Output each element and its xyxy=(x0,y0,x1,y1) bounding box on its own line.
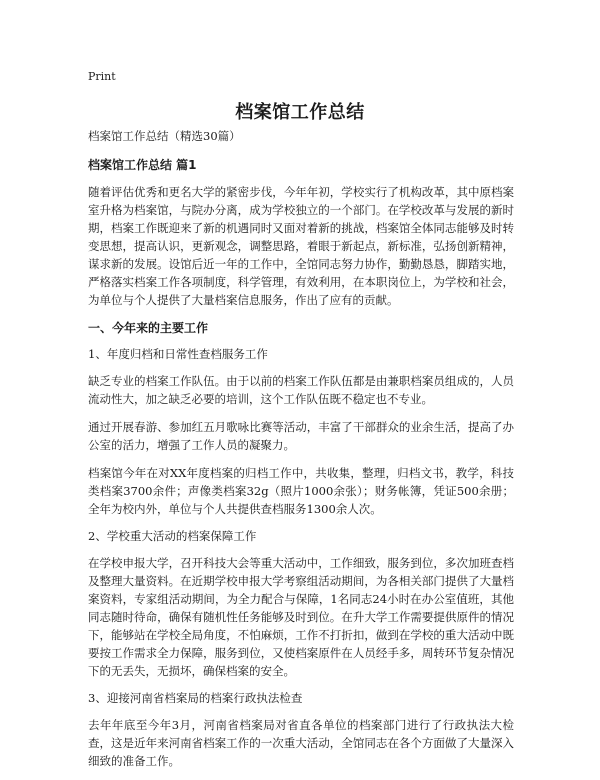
main-work-heading: 一、今年来的主要工作 xyxy=(88,321,209,335)
item3-heading: 3、迎接河南省档案局的档案行政执法检查 xyxy=(88,691,303,705)
item1-paragraph-3: 档案馆今年在对XX年度档案的归档工作中，共收集，整理，归档文书，教学，科技类档案3700余件；声像类档案32g（照片1000余张）；财务帐簿，凭证500余册；全年为校内外，单位与个人共提供查档服务1300余人次。 xyxy=(88,466,514,516)
print-link[interactable]: Print xyxy=(88,70,116,83)
intro-paragraph: 随着评估优秀和更名大学的紧密步伐，今年年初，学校实行了机构改革，其中原档案室升格为档案馆，与院办分离，成为学校独立的一个部门。在学校改革与发展的新时期，档案工作既迎来了新的机遇同时又面对着新的挑战，档案馆全体同志能够及时转变思想，提高认识，更新观念，调整思路，着眼于新起点，新标准，弘扬创新精神，谋求新的发展。设馆后近一年的工作中，全馆同志努力协作，勤勤恳恳，脚踏实地，严格落实档案工作各项制度，科学管理，有效利用，在本职岗位上，为学校和社会，为单位与个人提供了大量档案信息服务，作出了应有的贡献。 xyxy=(88,185,514,307)
page-title: 档案馆工作总结 xyxy=(235,102,365,123)
item1-paragraph-2: 通过开展春游、参加红五月歌咏比赛等活动，丰富了干部群众的业余生活，提高了办公室的活力，增强了工作人员的凝聚力。 xyxy=(88,420,514,452)
item1-heading: 1、年度归档和日常性查档服务工作 xyxy=(88,347,268,361)
item2-heading: 2、学校重大活动的档案保障工作 xyxy=(88,529,257,543)
document-subtitle: 档案馆工作总结（精选30篇） xyxy=(88,129,241,143)
item3-paragraph-1: 去年年底至今年3月，河南省档案局对省直各单位的档案部门进行了行政执法大检查，这是近年来河南省档案工作的一次重大活动，全馆同志在各个方面做了大量深入细致的准备工作。 xyxy=(88,718,514,768)
item2-paragraph-1: 在学校申报大学，召开科技大会等重大活动中，工作细致，服务到位，多次加班查档及整理大量资料。在近期学校申报大学考察组活动期间，为各相关部门提供了大量档案资料，专家组活动期间，为全力配合与保障，1名同志24小时在办公室值班，其他同志随时待命，确保有随机性任务能够及时到位。在升大学工作需要提供原件的情况下，能够站在学校全局角度，不怕麻烦，工作不打折扣，做到在学校的重大活动中既要按工作需求全力保障，服务到位，又使档案原件在人员经手多，周转环节复杂情况下的无丢失，无损坏，确保档案的安全。 xyxy=(88,556,514,678)
document-body xyxy=(88,128,514,780)
item1-paragraph-1: 缺乏专业的档案工作队伍。由于以前的档案工作队伍都是由兼职档案员组成的，人员流动性大，加之缺乏必要的培训，这个工作队伍既不稳定也不专业。 xyxy=(88,374,514,406)
section-heading: 档案馆工作总结 篇1 xyxy=(88,158,197,172)
